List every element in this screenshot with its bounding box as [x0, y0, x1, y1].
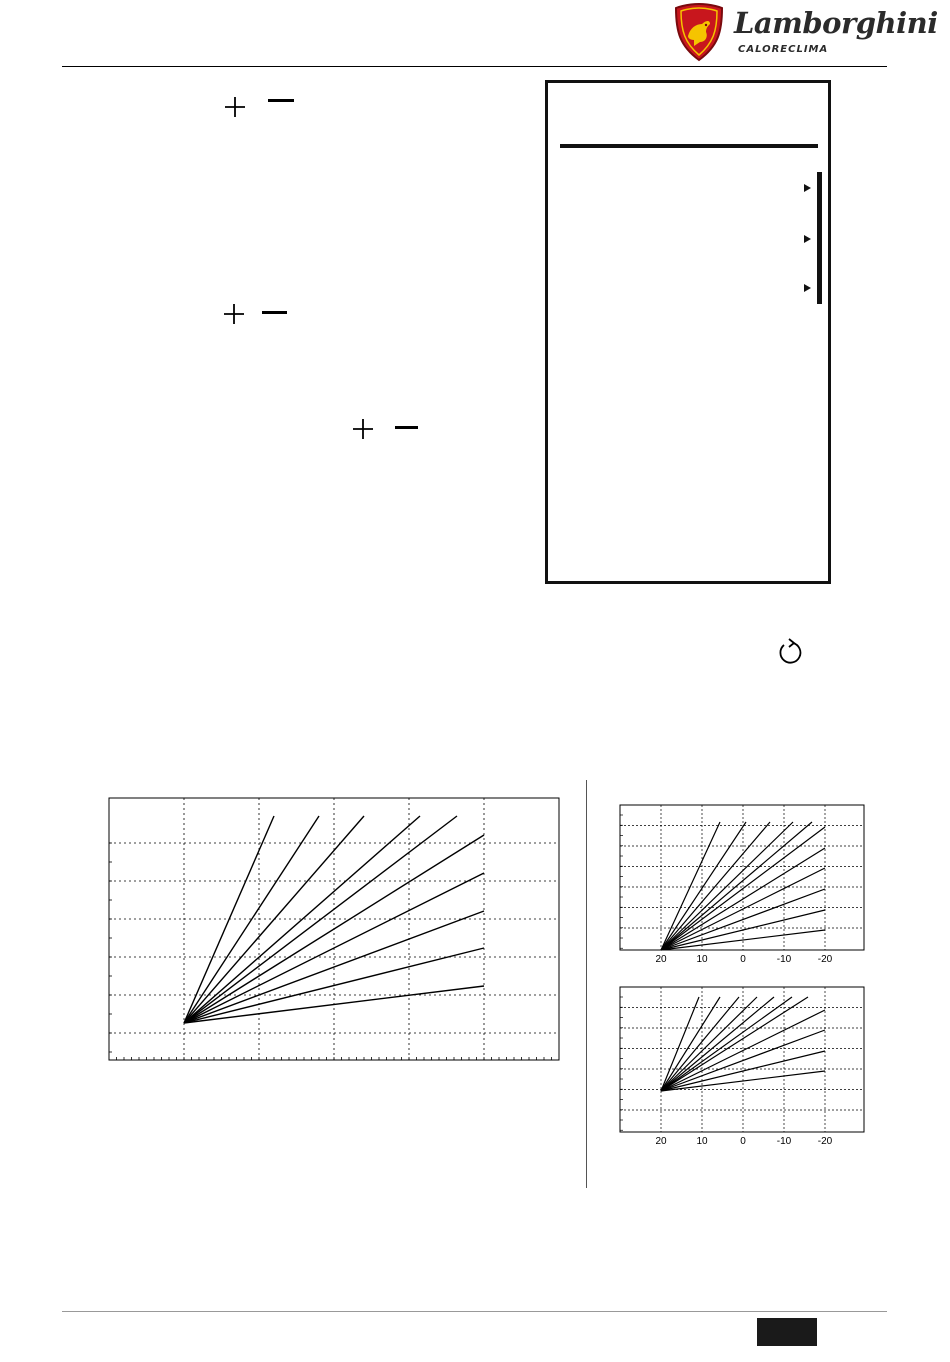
chart-grid: [620, 987, 864, 1132]
x-tick-label: 20: [655, 954, 667, 965]
curve-line: [184, 816, 319, 1023]
curve-line: [661, 822, 746, 950]
header-divider: [62, 66, 887, 67]
page-number-badge: [757, 1318, 817, 1346]
plus-icon[interactable]: [352, 418, 374, 440]
curve-line: [661, 910, 825, 950]
x-tick-label: 10: [696, 1136, 708, 1147]
x-tick-label: -20: [817, 954, 833, 965]
curve-line: [184, 986, 484, 1023]
plus-icon[interactable]: [224, 96, 246, 118]
display-panel: [545, 80, 831, 584]
curve-line: [184, 816, 420, 1023]
x-tick-label: -10: [776, 954, 792, 965]
plus-icon[interactable]: [223, 303, 245, 325]
triangle-right-icon[interactable]: [804, 284, 811, 292]
main-climatic-curve-chart: [100, 790, 570, 1070]
triangle-right-icon[interactable]: [804, 184, 811, 192]
panel-header-divider: [560, 144, 818, 148]
shield-logo-icon: [672, 2, 726, 62]
curve-line: [661, 822, 770, 950]
curve-line: [184, 816, 274, 1023]
minus-icon[interactable]: [268, 97, 294, 105]
brand-name: Lamborghini: [734, 6, 938, 40]
x-tick-label: 10: [696, 954, 708, 965]
small-climatic-curve-chart-1: [612, 800, 872, 970]
curve-line: [184, 816, 364, 1023]
x-tick-label: 0: [740, 1136, 746, 1147]
x-tick-label: 0: [740, 954, 746, 965]
x-tick-label: -20: [817, 1136, 833, 1147]
curve-line: [184, 873, 484, 1023]
minus-icon[interactable]: [262, 309, 287, 317]
chart-ticks: [109, 843, 559, 1060]
panel-scrollbar[interactable]: [817, 172, 822, 304]
chart-grid: [620, 805, 864, 950]
triangle-right-icon[interactable]: [804, 235, 811, 243]
x-tick-label: 20: [655, 1136, 667, 1147]
curve-line: [661, 822, 793, 950]
vertical-divider: [586, 780, 587, 1188]
curve-line: [184, 911, 484, 1023]
x-axis-labels: [655, 1136, 832, 1147]
footer-divider: [62, 1311, 887, 1312]
brand-logo: [672, 2, 938, 62]
x-axis-labels: [655, 954, 832, 965]
minus-icon[interactable]: [395, 424, 418, 432]
curve-line: [184, 816, 457, 1023]
refresh-icon[interactable]: [777, 638, 803, 666]
brand-subname: CALORECLIMA: [738, 44, 829, 55]
curve-line: [661, 997, 757, 1091]
small-climatic-curve-chart-2: [612, 982, 872, 1152]
x-tick-label: -10: [776, 1136, 792, 1147]
